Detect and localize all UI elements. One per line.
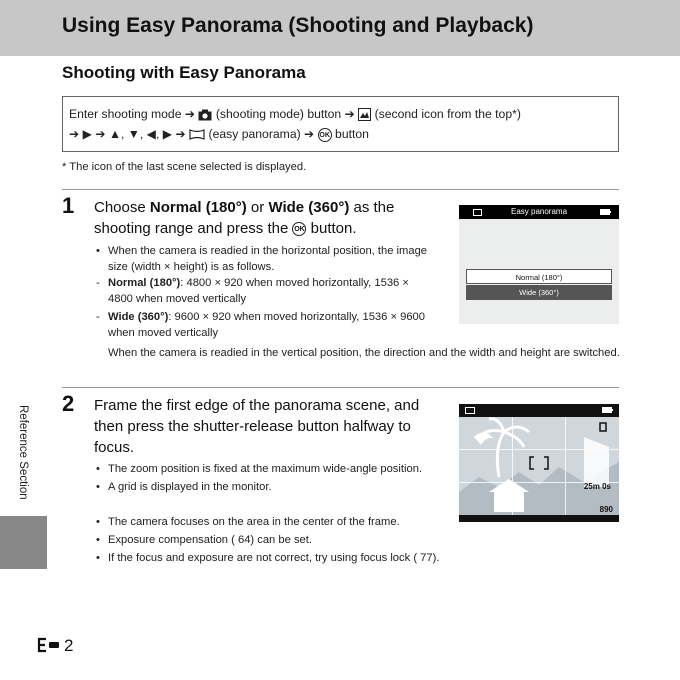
divider xyxy=(62,189,619,190)
easy-panorama-icon xyxy=(465,407,475,414)
camera-icon xyxy=(198,109,212,121)
menu-option-wide[interactable]: Wide (360°) xyxy=(466,285,612,300)
grid-line xyxy=(459,449,619,450)
memory-time-readout: 25m 0s xyxy=(583,482,611,491)
menu-title-bar: Easy panorama xyxy=(459,205,619,219)
page-title: Using Easy Panorama (Shooting and Playback) xyxy=(62,14,534,37)
list-item: • Exposure compensation ( 64) can be set. xyxy=(96,534,312,546)
exposure-counter: 890 xyxy=(599,505,613,514)
ok-button-icon: OK xyxy=(292,222,306,236)
grid-line xyxy=(565,417,566,515)
focus-area-icon xyxy=(529,456,549,470)
procedure-line-1: Enter shooting mode ➔ (shooting mode) button ➔ (second icon from the top*) xyxy=(69,107,521,121)
section-tab xyxy=(0,516,47,569)
step-1-bullets xyxy=(94,243,434,341)
page-number: 2 xyxy=(36,636,73,656)
step-2-bullets-continued xyxy=(94,514,514,566)
step-2-bullets xyxy=(94,461,439,495)
list-item: • A grid is displayed in the monitor. xyxy=(96,481,272,493)
procedure-line-2: ➔ ▶ ➔ ▲, ▼, ◀, ▶ ➔ (easy panorama) ➔ OK button xyxy=(69,127,369,141)
reference-section-icon xyxy=(36,637,64,653)
scene-icon xyxy=(358,108,371,121)
step-1-continuation: When the camera is readied in the vertical position, the direction and the width and height are switched. xyxy=(108,347,620,359)
section-title: Shooting with Easy Panorama xyxy=(62,63,306,82)
step-1-title: Choose Normal (180°) or Wide (360°) as the shooting range and press the OK button. xyxy=(94,199,395,237)
list-item: • When the camera is readied in the horizontal position, the image size (width × height) is as follows. xyxy=(96,245,428,273)
step-2-title: Frame the first edge of the panorama scene, and then press the shutter-release button halfway to focus. xyxy=(94,397,420,456)
viewfinder-bottom-bar xyxy=(459,515,619,522)
procedure-box xyxy=(62,96,619,152)
menu-icon xyxy=(473,209,482,216)
menu-body xyxy=(459,219,619,324)
grid-line xyxy=(512,417,513,515)
list-item: • If the focus and exposure are not correct, try using focus lock ( 77). xyxy=(96,552,440,564)
viewfinder-top-bar xyxy=(459,404,619,417)
list-item: - Wide (360°): 9600 × 920 when moved horizontally, 1536 × 9600 when moved vertically xyxy=(96,311,425,339)
page-header xyxy=(0,0,680,56)
battery-icon xyxy=(602,407,613,413)
vr-icon xyxy=(597,422,609,432)
battery-icon xyxy=(600,209,611,215)
sidebar-label: Reference Section xyxy=(17,405,29,500)
camera-menu-screen xyxy=(459,205,619,324)
list-item: • The camera focuses on the area in the center of the frame. xyxy=(96,516,400,528)
list-item: - Normal (180°): 4800 × 920 when moved horizontally, 1536 × 4800 when moved vertically xyxy=(96,277,409,305)
easy-panorama-icon xyxy=(189,129,205,140)
footnote: * The icon of the last scene selected is displayed. xyxy=(62,161,307,173)
divider xyxy=(62,387,619,388)
step-1-number: 1 xyxy=(62,193,75,218)
step-2-number: 2 xyxy=(62,391,75,416)
list-item: • The zoom position is fixed at the maximum wide-angle position. xyxy=(96,463,423,475)
camera-viewfinder-screen xyxy=(459,404,619,522)
ok-button-icon: OK xyxy=(318,128,332,142)
menu-option-normal[interactable]: Normal (180°) xyxy=(466,269,612,284)
